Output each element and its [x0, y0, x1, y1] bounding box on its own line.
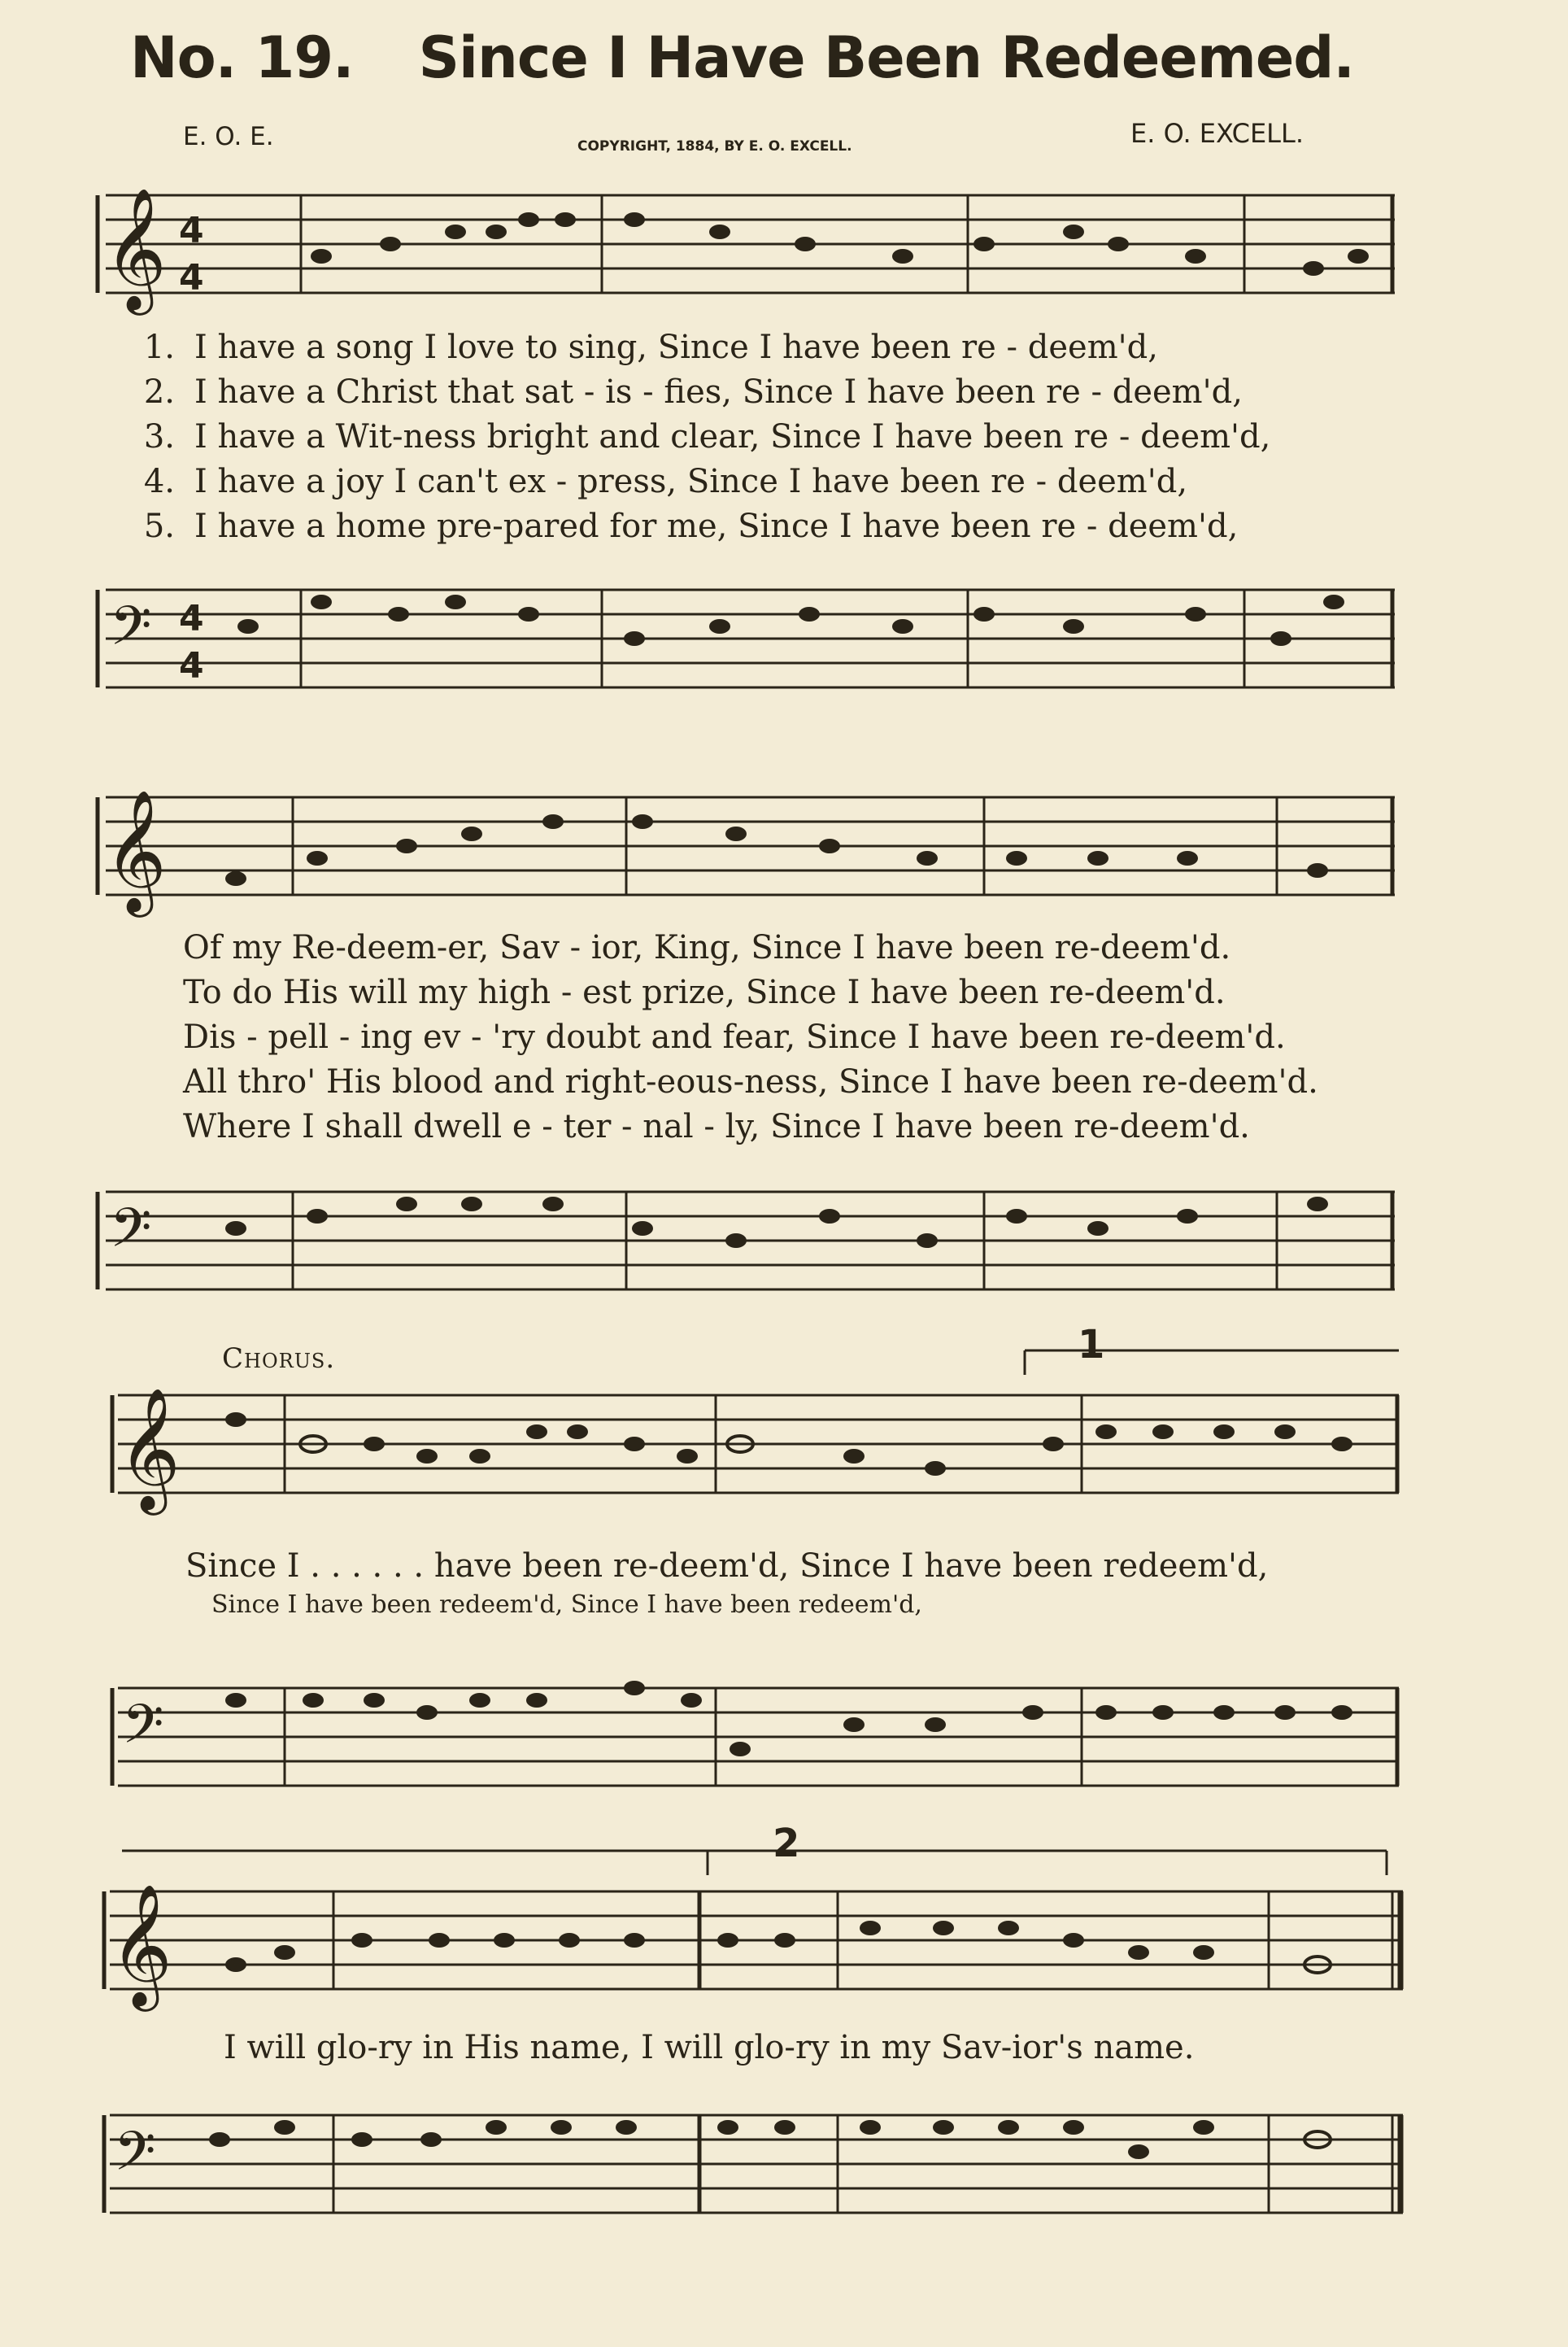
verses-part2: [183, 926, 1318, 1150]
svg-text:4: 4: [179, 210, 204, 251]
system4-bass-staff: [0, 2099, 1568, 2229]
chorus-label: Chorus.: [222, 1342, 336, 1375]
verse-line: Of my Re-deem-er, Sav - ior, King, Since I have been re-deem'd.: [183, 929, 1231, 966]
svg-text:𝄢: 𝄢: [110, 595, 152, 670]
chorus-line: I will glo-ry in His name, I will glo-ry in my Sav-ior's name.: [224, 2029, 1195, 2066]
hymn-title: Since I Have Been Redeemed.: [418, 24, 1354, 91]
first-ending-bracket: [0, 1346, 1568, 1379]
svg-text:𝄞: 𝄞: [110, 1883, 172, 2006]
words-credit: E. O. E.: [183, 122, 274, 151]
verse-line: To do His will my high - est prize, Since I have been re-deem'd.: [183, 974, 1226, 1011]
hymn-number: No. 19.: [130, 24, 354, 91]
svg-text:𝄞: 𝄞: [104, 187, 167, 310]
verse-line: 3. I have a Wit-ness bright and clear, Since I have been re - deem'd,: [143, 418, 1271, 456]
second-ending-bracket: [0, 1847, 1568, 1879]
second-ending-marker: 2: [773, 1821, 800, 1866]
first-ending-marker: 1: [1078, 1322, 1105, 1368]
copyright-notice: COPYRIGHT, 1884, BY E. O. EXCELL.: [577, 138, 852, 155]
svg-text:𝄢: 𝄢: [110, 1197, 152, 1272]
svg-text:𝄢: 𝄢: [122, 1693, 164, 1769]
music-credit: E. O. EXCELL.: [1130, 118, 1304, 149]
system4-treble-staff: [0, 1883, 1568, 2013]
svg-text:𝄢: 𝄢: [114, 2120, 156, 2196]
chorus-lyrics-2: [224, 2026, 1194, 2070]
chorus-lyrics-1: [185, 1544, 1268, 1621]
system2-bass-staff: [0, 1184, 1568, 1306]
verse-line: All thro' His blood and right-eous-ness, Since I have been re-deem'd.: [183, 1063, 1318, 1101]
chorus-line: Since I . . . . . . have been re-deem'd, Since I have been redeem'd,: [185, 1547, 1269, 1585]
verse-line: 1. I have a song I love to sing, Since I have been re - deem'd,: [143, 329, 1158, 366]
svg-text:𝄞: 𝄞: [118, 1387, 181, 1510]
svg-text:𝄞: 𝄞: [104, 789, 167, 912]
system3-bass-staff: [0, 1672, 1568, 1794]
verse-line: Dis - pell - ing ev - 'ry doubt and fear, Since I have been re-deem'd.: [183, 1019, 1286, 1056]
svg-text:4: 4: [179, 598, 204, 639]
system3-treble-staff: [0, 1387, 1568, 1517]
svg-text:4: 4: [179, 257, 204, 299]
hymn-title-line: [130, 24, 1513, 91]
system2-treble-staff: [0, 789, 1568, 919]
svg-text:4: 4: [179, 645, 204, 687]
verse-line: Where I shall dwell e - ter - nal - ly, Since I have been re-deem'd.: [183, 1108, 1250, 1145]
verse-line: 2. I have a Christ that sat - is - fies, Since I have been re - deem'd,: [143, 373, 1243, 411]
chorus-alto-line: Since I have been redeem'd, Since I have been redeem'd,: [211, 1590, 922, 1619]
verse-line: 4. I have a joy I can't ex - press, Since I have been re - deem'd,: [143, 463, 1188, 500]
system1-bass-staff: [0, 582, 1568, 704]
verses-part1: [114, 325, 1270, 549]
verse-line: 5. I have a home pre-pared for me, Since I have been re - deem'd,: [143, 508, 1239, 545]
